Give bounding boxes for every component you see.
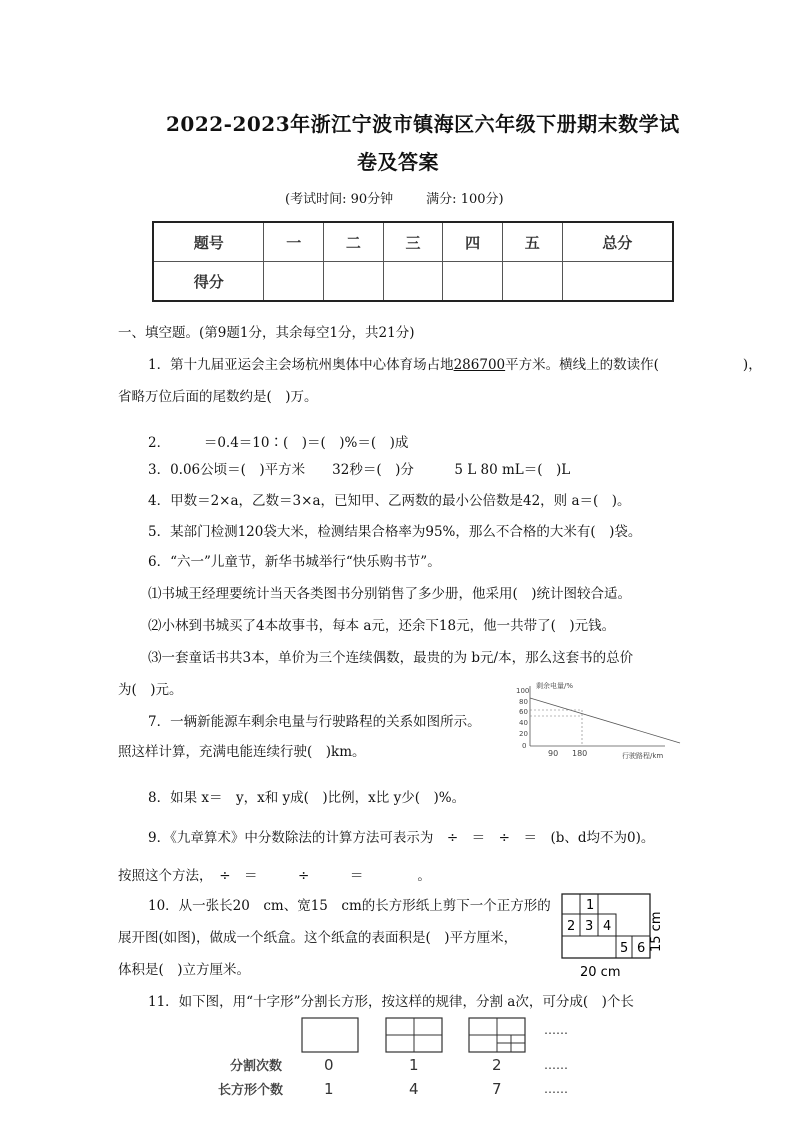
q1-text-b: 平方米。横线上的数读作( bbox=[505, 357, 659, 373]
question-6-part-2: ⑵小林到书城买了4本故事书，每本 a元，还余下18元，他一共带了( )元钱。 bbox=[148, 618, 616, 634]
chart-ytick: 40 bbox=[519, 719, 528, 727]
split-count-value: 4 bbox=[409, 1080, 419, 1098]
score-table-score-row bbox=[153, 262, 673, 302]
chart-xtick: 180 bbox=[572, 749, 588, 758]
net-width-label: 20 cm bbox=[580, 965, 621, 980]
q1-underlined-number: 286700 bbox=[453, 357, 506, 373]
question-6-part-3: ⑶一套童话书共3本，单价为三个连续偶数，最贵的为 b元/本，那么这套书的总价 bbox=[148, 650, 634, 666]
q1-text-a: 1．第十九届亚运会主会场杭州奥体中心体育场占地 bbox=[148, 357, 454, 373]
net-height-label: 15 cm bbox=[649, 911, 664, 952]
question-11: 11．如下图，用“十字形”分割长方形，按这样的规律，分割 a次，可分成( )个长 bbox=[148, 994, 634, 1010]
question-7-line-1: 7．一辆新能源车剩余电量与行驶路程的关系如图所示。 bbox=[148, 714, 481, 730]
score-header-cell: 四 bbox=[443, 222, 503, 262]
split-ellipsis: …… bbox=[544, 1082, 568, 1096]
exam-info: (考试时间: 90分钟 满分: 100分) bbox=[285, 192, 504, 207]
score-table-header-row bbox=[153, 222, 673, 262]
question-10-line-2: 展开图(如图)，做成一个纸盒。这个纸盒的表面积是( )平方厘米， bbox=[118, 930, 518, 946]
score-table bbox=[152, 221, 674, 302]
chart-xlabel: 行驶路程/km bbox=[622, 752, 664, 760]
section-1-heading: 一、填空题。(第9题1分，其余每空1分，共21分) bbox=[118, 325, 415, 341]
split-row-label: 长方形个数 bbox=[218, 1083, 284, 1098]
score-cell bbox=[383, 262, 443, 302]
score-cell bbox=[502, 262, 562, 302]
question-1 bbox=[148, 353, 762, 373]
title-line-1: 2022-2023年浙江宁波市镇海区六年级下册期末数学试 bbox=[166, 112, 680, 136]
question-8: 8．如果 x＝ y，x和 y成( )比例，x比 y少( )%。 bbox=[148, 790, 466, 806]
split-count-value: 1 bbox=[324, 1080, 334, 1098]
chart-ytick: 100 bbox=[516, 687, 530, 695]
score-row-label: 得分 bbox=[153, 262, 264, 302]
split-ellipsis: …… bbox=[544, 1058, 568, 1072]
chart-line bbox=[530, 698, 680, 743]
net-cell-label: 3 bbox=[585, 919, 594, 934]
split-ellipsis: …… bbox=[544, 1023, 568, 1037]
score-header-cell: 题号 bbox=[153, 222, 264, 262]
score-cell bbox=[443, 262, 503, 302]
split-row-label: 分割次数 bbox=[230, 1059, 283, 1074]
split-times-value: 2 bbox=[492, 1056, 502, 1074]
chart-ytick: 60 bbox=[519, 708, 528, 716]
question-6-part-3-cont: 为( )元。 bbox=[118, 682, 183, 698]
question-1-line-2: 省略万位后面的尾数约是( )万。 bbox=[118, 389, 318, 405]
chart-ytick: 80 bbox=[519, 698, 528, 706]
question-6-part-1: ⑴书城王经理要统计当天各类图书分别销售了多少册，他采用( )统计图较合适。 bbox=[148, 586, 632, 602]
question-3: 3．0.06公顷＝( )平方米 32秒＝( )分 5 L 80 mL＝( )L bbox=[148, 462, 571, 478]
net-cell-label: 1 bbox=[586, 898, 595, 913]
net-cell-label: 5 bbox=[620, 941, 629, 956]
score-cell bbox=[264, 262, 324, 302]
split-times-value: 1 bbox=[409, 1056, 419, 1074]
question-6-intro: 6．“六一”儿童节，新华书城举行“快乐购书节”。 bbox=[148, 554, 441, 570]
score-header-cell: 五 bbox=[502, 222, 562, 262]
split-count-value: 7 bbox=[492, 1080, 502, 1098]
net-cell-label: 4 bbox=[603, 919, 612, 934]
split-figure bbox=[218, 1012, 586, 1120]
question-7-line-2: 照这样计算，充满电能连续行驶( )km。 bbox=[118, 744, 366, 760]
score-header-cell: 二 bbox=[324, 222, 384, 262]
net-cell-label: 2 bbox=[567, 919, 576, 934]
question-9-line-2: 按照这个方法， ÷ ＝ ÷ ＝ 。 bbox=[118, 868, 431, 884]
score-cell bbox=[324, 262, 384, 302]
score-cell bbox=[562, 262, 673, 302]
question-4: 4．甲数＝2×a，乙数＝3×a，已知甲、乙两数的最小公倍数是42，则 a＝( )。 bbox=[148, 493, 631, 509]
cube-net-figure bbox=[556, 890, 672, 980]
chart-ytick: 20 bbox=[519, 730, 528, 738]
question-9-line-1: 9．《九章算术》中分数除法的计算方法可表示为 ÷ ＝ ÷ ＝ (b、d均不为0)。 bbox=[148, 830, 655, 846]
question-10-line-3: 体积是( )立方厘米。 bbox=[118, 962, 251, 978]
score-header-cell: 一 bbox=[264, 222, 324, 262]
chart-ytick: 0 bbox=[522, 742, 527, 750]
chart-xtick: 90 bbox=[548, 749, 559, 758]
score-header-cell: 总分 bbox=[562, 222, 673, 262]
score-header-cell: 三 bbox=[383, 222, 443, 262]
q1-text-c: )， bbox=[742, 357, 762, 373]
chart-ylabel: 剩余电量/% bbox=[536, 682, 574, 690]
rectangle-split-0 bbox=[302, 1018, 358, 1052]
question-2: 2． ＝0.4＝10∶( )＝( )%＝( )成 bbox=[148, 435, 409, 451]
question-5: 5．某部门检测120袋大米，检测结果合格率为95%，那么不合格的大米有( )袋。 bbox=[148, 524, 642, 540]
battery-chart bbox=[500, 678, 692, 764]
net-cell-label: 6 bbox=[637, 941, 646, 956]
question-10-line-1: 10．从一张长20 cm、宽15 cm的长方形纸上剪下一个正方形的 bbox=[148, 898, 551, 914]
split-times-value: 0 bbox=[324, 1056, 334, 1074]
title-line-2: 卷及答案 bbox=[357, 150, 439, 174]
